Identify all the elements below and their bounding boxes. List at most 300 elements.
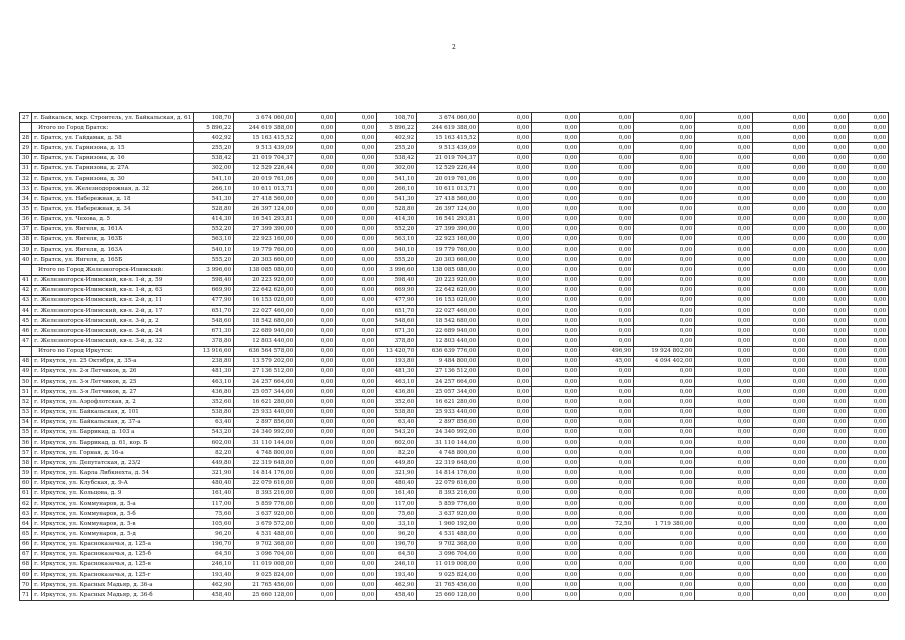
value-cell: 0,00 bbox=[580, 285, 634, 295]
value-cell: 0,00 bbox=[634, 570, 695, 580]
total-row bbox=[20, 346, 889, 356]
value-cell: 0,00 bbox=[849, 468, 889, 478]
value-cell: 0,00 bbox=[808, 377, 849, 387]
value-cell: 0,00 bbox=[695, 305, 753, 315]
value-cell: 602,00 bbox=[194, 438, 234, 448]
value-cell: 0,00 bbox=[532, 417, 580, 427]
row-number: 58 bbox=[20, 458, 32, 468]
table-row bbox=[20, 234, 889, 244]
value-cell: 0,00 bbox=[695, 184, 753, 194]
table-row bbox=[20, 377, 889, 387]
value-cell: 0,00 bbox=[808, 549, 849, 559]
value-cell: 0,00 bbox=[532, 285, 580, 295]
value-cell: 0,00 bbox=[695, 458, 753, 468]
value-cell: 378,80 bbox=[377, 336, 417, 346]
value-cell: 19 779 760,00 bbox=[417, 245, 479, 255]
value-cell: 4 531 488,00 bbox=[234, 529, 296, 539]
value-cell: 0,00 bbox=[532, 305, 580, 315]
value-cell: 0,00 bbox=[695, 407, 753, 417]
value-cell: 0,00 bbox=[580, 173, 634, 183]
table-row bbox=[20, 295, 889, 305]
value-cell: 0,00 bbox=[532, 427, 580, 437]
value-cell: 0,00 bbox=[580, 559, 634, 569]
value-cell: 75,60 bbox=[377, 509, 417, 519]
value-cell: 0,00 bbox=[695, 224, 753, 234]
value-cell: 0,00 bbox=[532, 356, 580, 366]
value-cell: 0,00 bbox=[296, 194, 336, 204]
value-cell: 33,10 bbox=[377, 519, 417, 529]
value-cell: 9 025 824,00 bbox=[234, 570, 296, 580]
value-cell: 0,00 bbox=[753, 194, 808, 204]
value-cell: 20 019 761,06 bbox=[234, 173, 296, 183]
table-row bbox=[20, 214, 889, 224]
value-cell: 96,20 bbox=[194, 529, 234, 539]
value-cell: 0,00 bbox=[753, 184, 808, 194]
value-cell: 0,00 bbox=[849, 113, 889, 123]
value-cell: 0,00 bbox=[479, 305, 532, 315]
value-cell: 0,00 bbox=[808, 194, 849, 204]
value-cell: 0,00 bbox=[479, 539, 532, 549]
value-cell: 0,00 bbox=[580, 549, 634, 559]
value-cell: 0,00 bbox=[336, 153, 377, 163]
value-cell: 0,00 bbox=[580, 326, 634, 336]
row-number: 27 bbox=[20, 113, 32, 123]
value-cell: 0,00 bbox=[479, 488, 532, 498]
value-cell: 0,00 bbox=[808, 143, 849, 153]
value-cell: 0,00 bbox=[634, 234, 695, 244]
value-cell: 0,00 bbox=[753, 438, 808, 448]
value-cell: 0,00 bbox=[296, 224, 336, 234]
value-cell: 0,00 bbox=[753, 133, 808, 143]
value-cell: 477,90 bbox=[377, 295, 417, 305]
value-cell: 3 637 920,00 bbox=[417, 509, 479, 519]
address-cell: г. Иркутск, ул. Коммунаров, д. 5-б bbox=[32, 509, 194, 519]
value-cell: 462,90 bbox=[194, 580, 234, 590]
table-row bbox=[20, 356, 889, 366]
value-cell: 0,00 bbox=[479, 275, 532, 285]
row-number: 49 bbox=[20, 366, 32, 376]
value-cell: 0,00 bbox=[336, 377, 377, 387]
value-cell: 0,00 bbox=[296, 245, 336, 255]
address-cell: г. Братск, ул. Гарнизона, д. 30 bbox=[32, 173, 194, 183]
value-cell: 0,00 bbox=[336, 275, 377, 285]
value-cell: 0,00 bbox=[753, 377, 808, 387]
value-cell: 22 079 616,00 bbox=[234, 478, 296, 488]
value-cell: 0,00 bbox=[296, 458, 336, 468]
value-cell: 0,00 bbox=[580, 377, 634, 387]
value-cell: 0,00 bbox=[479, 366, 532, 376]
table-row bbox=[20, 417, 889, 427]
table-row bbox=[20, 275, 889, 285]
value-cell: 0,00 bbox=[634, 417, 695, 427]
value-cell: 11 019 008,00 bbox=[234, 559, 296, 569]
value-cell: 22 319 648,00 bbox=[417, 458, 479, 468]
value-cell: 0,00 bbox=[479, 346, 532, 356]
value-cell: 0,00 bbox=[753, 407, 808, 417]
value-cell: 0,00 bbox=[479, 498, 532, 508]
table-row bbox=[20, 194, 889, 204]
value-cell: 0,00 bbox=[808, 285, 849, 295]
value-cell: 2 897 856,00 bbox=[417, 417, 479, 427]
value-cell: 0,00 bbox=[532, 113, 580, 123]
value-cell: 0,00 bbox=[336, 498, 377, 508]
value-cell: 0,00 bbox=[753, 458, 808, 468]
value-cell: 0,00 bbox=[753, 326, 808, 336]
value-cell: 0,00 bbox=[580, 184, 634, 194]
value-cell: 0,00 bbox=[634, 224, 695, 234]
row-number: 64 bbox=[20, 519, 32, 529]
value-cell: 651,70 bbox=[194, 305, 234, 315]
value-cell: 541,10 bbox=[377, 173, 417, 183]
row-number: 48 bbox=[20, 356, 32, 366]
value-cell: 0,00 bbox=[753, 265, 808, 275]
value-cell: 414,30 bbox=[377, 214, 417, 224]
value-cell: 0,00 bbox=[808, 316, 849, 326]
value-cell: 0,00 bbox=[753, 427, 808, 437]
value-cell: 0,00 bbox=[336, 265, 377, 275]
value-cell: 528,80 bbox=[194, 204, 234, 214]
value-cell: 0,00 bbox=[849, 123, 889, 133]
value-cell: 0,00 bbox=[296, 549, 336, 559]
value-cell: 651,70 bbox=[377, 305, 417, 315]
value-cell: 0,00 bbox=[849, 234, 889, 244]
value-cell: 0,00 bbox=[695, 285, 753, 295]
row-number: 34 bbox=[20, 194, 32, 204]
value-cell: 0,00 bbox=[336, 336, 377, 346]
value-cell: 0,00 bbox=[532, 387, 580, 397]
value-cell: 0,00 bbox=[296, 265, 336, 275]
value-cell: 0,00 bbox=[849, 316, 889, 326]
value-cell: 27 136 512,00 bbox=[417, 366, 479, 376]
address-cell: г. Иркутск, ул. Баррикад, д. 103 а bbox=[32, 427, 194, 437]
value-cell: 24 257 664,00 bbox=[234, 377, 296, 387]
row-number: 59 bbox=[20, 468, 32, 478]
value-cell: 5 896,22 bbox=[194, 123, 234, 133]
value-cell: 0,00 bbox=[336, 559, 377, 569]
value-cell: 0,00 bbox=[808, 123, 849, 133]
value-cell: 0,00 bbox=[580, 234, 634, 244]
value-cell: 0,00 bbox=[479, 184, 532, 194]
value-cell: 0,00 bbox=[808, 570, 849, 580]
row-number: 40 bbox=[20, 255, 32, 265]
value-cell: 0,00 bbox=[695, 366, 753, 376]
row-number: 66 bbox=[20, 539, 32, 549]
value-cell: 463,10 bbox=[194, 377, 234, 387]
value-cell: 0,00 bbox=[695, 417, 753, 427]
table-row bbox=[20, 488, 889, 498]
value-cell: 193,80 bbox=[377, 356, 417, 366]
value-cell: 0,00 bbox=[479, 143, 532, 153]
value-cell: 402,92 bbox=[377, 133, 417, 143]
value-cell: 0,00 bbox=[753, 387, 808, 397]
value-cell: 255,20 bbox=[377, 143, 417, 153]
value-cell: 0,00 bbox=[479, 438, 532, 448]
value-cell: 3 674 060,00 bbox=[234, 113, 296, 123]
address-cell: г. Иркутск, ул. Красноказачья, д. 125-в bbox=[32, 559, 194, 569]
value-cell: 0,00 bbox=[808, 133, 849, 143]
value-cell: 0,00 bbox=[296, 305, 336, 315]
value-cell: 0,00 bbox=[808, 478, 849, 488]
value-cell: 0,00 bbox=[479, 377, 532, 387]
value-cell: 496,90 bbox=[580, 346, 634, 356]
value-cell: 0,00 bbox=[634, 590, 695, 600]
value-cell: 0,00 bbox=[849, 478, 889, 488]
row-number: 45 bbox=[20, 316, 32, 326]
value-cell: 0,00 bbox=[634, 498, 695, 508]
row-number: 31 bbox=[20, 163, 32, 173]
row-number: 51 bbox=[20, 387, 32, 397]
address-cell: г. Иркутск, ул. Красноказачья, д. 125-г bbox=[32, 570, 194, 580]
value-cell: 0,00 bbox=[695, 509, 753, 519]
address-cell: г. Иркутск, ул. Коммунаров, д. 5-а bbox=[32, 498, 194, 508]
address-cell: г. Братск, ул. Янгеля, д. 161А bbox=[32, 224, 194, 234]
value-cell: 1 719 380,00 bbox=[634, 519, 695, 529]
value-cell: 22 079 616,00 bbox=[417, 478, 479, 488]
value-cell: 0,00 bbox=[479, 519, 532, 529]
value-cell: 20 223 920,00 bbox=[234, 275, 296, 285]
value-cell: 0,00 bbox=[753, 366, 808, 376]
value-cell: 196,70 bbox=[377, 539, 417, 549]
value-cell: 16 621 280,00 bbox=[234, 397, 296, 407]
table-row bbox=[20, 255, 889, 265]
value-cell: 0,00 bbox=[336, 245, 377, 255]
value-cell: 0,00 bbox=[634, 580, 695, 590]
value-cell: 0,00 bbox=[296, 214, 336, 224]
value-cell: 0,00 bbox=[479, 113, 532, 123]
value-cell: 0,00 bbox=[336, 448, 377, 458]
value-cell: 0,00 bbox=[808, 407, 849, 417]
value-cell: 0,00 bbox=[532, 438, 580, 448]
value-cell: 0,00 bbox=[753, 214, 808, 224]
value-cell: 0,00 bbox=[849, 184, 889, 194]
value-cell: 321,90 bbox=[377, 468, 417, 478]
value-cell: 138 085 080,00 bbox=[417, 265, 479, 275]
value-cell: 10 611 013,71 bbox=[234, 184, 296, 194]
value-cell: 246,10 bbox=[194, 559, 234, 569]
value-cell: 0,00 bbox=[695, 295, 753, 305]
value-cell: 0,00 bbox=[634, 184, 695, 194]
address-cell: г. Братск, ул. Набережная, д. 34 bbox=[32, 204, 194, 214]
value-cell: 0,00 bbox=[849, 549, 889, 559]
table-row bbox=[20, 498, 889, 508]
value-cell: 19 779 760,00 bbox=[234, 245, 296, 255]
value-cell: 0,00 bbox=[849, 509, 889, 519]
total-label: Итого по Город Иркутск: bbox=[32, 346, 194, 356]
table-row bbox=[20, 519, 889, 529]
value-cell: 671,30 bbox=[194, 326, 234, 336]
table-row bbox=[20, 407, 889, 417]
value-cell: 0,00 bbox=[336, 316, 377, 326]
address-cell: г. Железногорск-Илимский, кв-л. 1-й, д. 63 bbox=[32, 285, 194, 295]
value-cell: 0,00 bbox=[296, 397, 336, 407]
row-number: 37 bbox=[20, 224, 32, 234]
value-cell: 20 303 660,00 bbox=[234, 255, 296, 265]
value-cell: 0,00 bbox=[753, 113, 808, 123]
value-cell: 24 340 992,00 bbox=[234, 427, 296, 437]
table-row bbox=[20, 184, 889, 194]
value-cell: 0,00 bbox=[580, 153, 634, 163]
value-cell: 9 702 368,00 bbox=[234, 539, 296, 549]
value-cell: 0,00 bbox=[849, 438, 889, 448]
value-cell: 563,10 bbox=[194, 234, 234, 244]
value-cell: 0,00 bbox=[479, 478, 532, 488]
value-cell: 0,00 bbox=[580, 590, 634, 600]
value-cell: 82,20 bbox=[377, 448, 417, 458]
value-cell: 0,00 bbox=[296, 498, 336, 508]
value-cell: 0,00 bbox=[753, 224, 808, 234]
value-cell: 161,40 bbox=[194, 488, 234, 498]
row-number: 43 bbox=[20, 295, 32, 305]
value-cell: 0,00 bbox=[634, 539, 695, 549]
value-cell: 117,00 bbox=[194, 498, 234, 508]
value-cell: 26 397 124,00 bbox=[417, 204, 479, 214]
value-cell: 0,00 bbox=[580, 204, 634, 214]
row-number: 67 bbox=[20, 549, 32, 559]
value-cell: 27 399 390,00 bbox=[417, 224, 479, 234]
value-cell: 0,00 bbox=[849, 305, 889, 315]
value-cell: 0,00 bbox=[808, 559, 849, 569]
value-cell: 0,00 bbox=[634, 214, 695, 224]
value-cell: 0,00 bbox=[808, 539, 849, 549]
value-cell: 0,00 bbox=[296, 590, 336, 600]
value-cell: 13 420,70 bbox=[377, 346, 417, 356]
value-cell: 0,00 bbox=[808, 519, 849, 529]
value-cell: 64,50 bbox=[194, 549, 234, 559]
table-row bbox=[20, 366, 889, 376]
value-cell: 0,00 bbox=[479, 336, 532, 346]
value-cell: 0,00 bbox=[808, 305, 849, 315]
value-cell: 138 085 080,00 bbox=[234, 265, 296, 275]
value-cell: 0,00 bbox=[532, 407, 580, 417]
value-cell: 0,00 bbox=[808, 214, 849, 224]
value-cell: 0,00 bbox=[479, 397, 532, 407]
value-cell: 266,10 bbox=[194, 184, 234, 194]
value-cell: 0,00 bbox=[479, 204, 532, 214]
value-cell: 0,00 bbox=[532, 133, 580, 143]
value-cell: 463,10 bbox=[377, 377, 417, 387]
value-cell: 0,00 bbox=[479, 153, 532, 163]
row-number: 47 bbox=[20, 336, 32, 346]
value-cell: 0,00 bbox=[849, 285, 889, 295]
table-row bbox=[20, 427, 889, 437]
value-cell: 0,00 bbox=[849, 346, 889, 356]
value-cell: 0,00 bbox=[336, 417, 377, 427]
value-cell: 0,00 bbox=[695, 153, 753, 163]
value-cell: 0,00 bbox=[634, 438, 695, 448]
value-cell: 25 660 128,00 bbox=[234, 590, 296, 600]
value-cell: 22 027 460,00 bbox=[417, 305, 479, 315]
value-cell: 0,00 bbox=[336, 133, 377, 143]
row-number: 69 bbox=[20, 570, 32, 580]
value-cell: 0,00 bbox=[808, 346, 849, 356]
row-number bbox=[20, 346, 32, 356]
value-cell: 26 397 124,00 bbox=[234, 204, 296, 214]
value-cell: 0,00 bbox=[336, 468, 377, 478]
value-cell: 0,00 bbox=[849, 377, 889, 387]
address-cell: г. Иркутск, ул. 25 Октября, д. 35-а bbox=[32, 356, 194, 366]
row-number: 30 bbox=[20, 153, 32, 163]
value-cell: 64,50 bbox=[377, 549, 417, 559]
value-cell: 31 110 144,00 bbox=[417, 438, 479, 448]
table-row bbox=[20, 204, 889, 214]
value-cell: 0,00 bbox=[296, 519, 336, 529]
value-cell: 0,00 bbox=[296, 356, 336, 366]
value-cell: 0,00 bbox=[808, 275, 849, 285]
value-cell: 598,40 bbox=[194, 275, 234, 285]
table-row bbox=[20, 397, 889, 407]
table-row bbox=[20, 305, 889, 315]
table-row bbox=[20, 153, 889, 163]
value-cell: 0,00 bbox=[296, 326, 336, 336]
value-cell: 0,00 bbox=[753, 336, 808, 346]
value-cell: 449,80 bbox=[377, 458, 417, 468]
value-cell: 0,00 bbox=[753, 529, 808, 539]
value-cell: 22 027 460,00 bbox=[234, 305, 296, 315]
value-cell: 0,00 bbox=[753, 173, 808, 183]
value-cell: 5 859 776,00 bbox=[234, 498, 296, 508]
value-cell: 378,80 bbox=[194, 336, 234, 346]
row-number: 52 bbox=[20, 397, 32, 407]
table-row bbox=[20, 163, 889, 173]
address-cell: г. Иркутск, ул. Коммунаров, д. 5-в bbox=[32, 519, 194, 529]
value-cell: 0,00 bbox=[532, 529, 580, 539]
value-cell: 0,00 bbox=[580, 305, 634, 315]
value-cell: 458,40 bbox=[194, 590, 234, 600]
value-cell: 0,00 bbox=[580, 387, 634, 397]
value-cell: 0,00 bbox=[753, 316, 808, 326]
value-cell: 0,00 bbox=[695, 387, 753, 397]
address-cell: г. Иркутск, ул. 2-я Летчиков, д. 26 bbox=[32, 366, 194, 376]
value-cell: 19 924 802,00 bbox=[634, 346, 695, 356]
value-cell: 0,00 bbox=[532, 265, 580, 275]
value-cell: 0,00 bbox=[808, 184, 849, 194]
value-cell: 0,00 bbox=[753, 275, 808, 285]
table-row bbox=[20, 570, 889, 580]
value-cell: 0,00 bbox=[580, 143, 634, 153]
value-cell: 0,00 bbox=[695, 163, 753, 173]
value-cell: 0,00 bbox=[580, 123, 634, 133]
address-cell: г. Братск, ул. Гарнизона, д. 16 bbox=[32, 153, 194, 163]
value-cell: 671,30 bbox=[377, 326, 417, 336]
value-cell: 352,60 bbox=[377, 397, 417, 407]
value-cell: 0,00 bbox=[849, 559, 889, 569]
value-cell: 0,00 bbox=[580, 570, 634, 580]
value-cell: 0,00 bbox=[634, 336, 695, 346]
value-cell: 0,00 bbox=[532, 570, 580, 580]
address-cell: г. Железногорск-Илимский, кв-л. 3-й, д. 2 bbox=[32, 316, 194, 326]
value-cell: 402,92 bbox=[194, 133, 234, 143]
table-row bbox=[20, 224, 889, 234]
value-cell: 0,00 bbox=[849, 387, 889, 397]
value-cell: 543,20 bbox=[377, 427, 417, 437]
address-cell: г. Иркутск, ул. Клубская, д. 9-А bbox=[32, 478, 194, 488]
row-number: 33 bbox=[20, 184, 32, 194]
value-cell: 0,00 bbox=[634, 509, 695, 519]
value-cell: 414,30 bbox=[194, 214, 234, 224]
value-cell: 14 814 176,00 bbox=[234, 468, 296, 478]
value-cell: 0,00 bbox=[695, 529, 753, 539]
value-cell: 21 019 704,37 bbox=[417, 153, 479, 163]
table-row bbox=[20, 448, 889, 458]
value-cell: 0,00 bbox=[849, 214, 889, 224]
value-cell: 0,00 bbox=[808, 224, 849, 234]
value-cell: 0,00 bbox=[808, 488, 849, 498]
value-cell: 0,00 bbox=[532, 336, 580, 346]
table-row bbox=[20, 113, 889, 123]
value-cell: 0,00 bbox=[532, 275, 580, 285]
value-cell: 0,00 bbox=[296, 285, 336, 295]
row-number: 44 bbox=[20, 305, 32, 315]
